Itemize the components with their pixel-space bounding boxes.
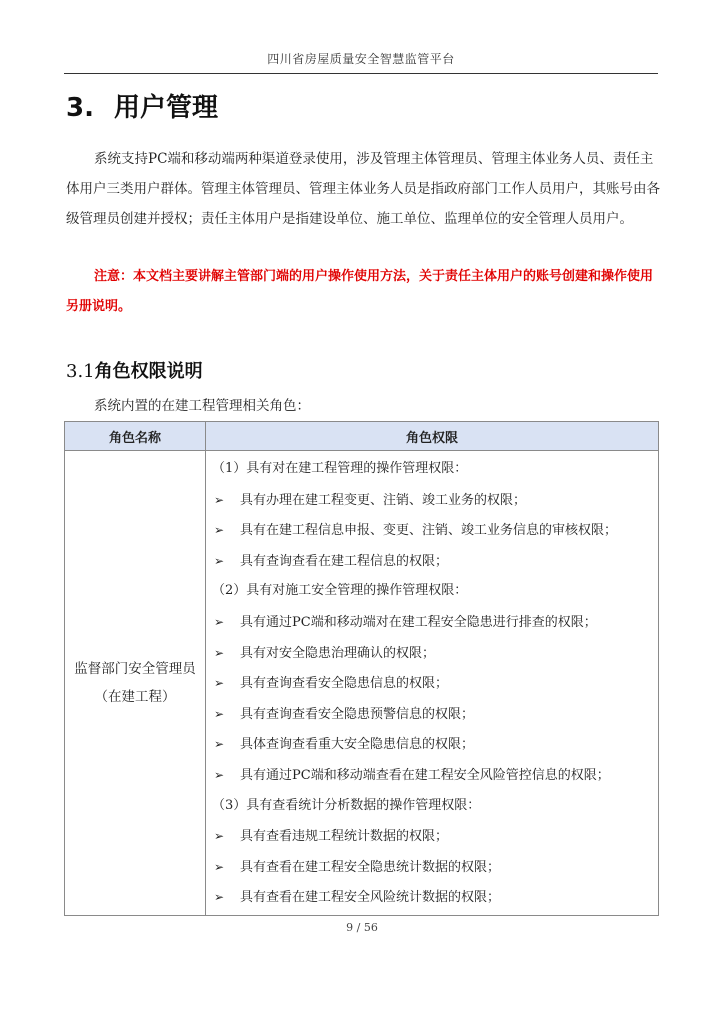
- table-header-row: [65, 422, 659, 451]
- permission-item: [206, 668, 658, 699]
- permission-text: 具体查询查看重大安全隐患信息的权限；: [240, 737, 475, 753]
- section-heading: [66, 87, 218, 124]
- permission-text: 具有办理在建工程变更、注销、竣工业务的权限；: [240, 492, 527, 508]
- permission-item: [206, 638, 658, 669]
- table-row: [65, 451, 659, 916]
- arrow-bullet-icon: ➢: [214, 737, 225, 752]
- section-title: 用户管理: [114, 93, 219, 123]
- column-header-role-permissions: 角色权限: [206, 422, 659, 451]
- page-number: 9 / 56: [346, 921, 378, 934]
- permission-item: [206, 760, 658, 791]
- role-permissions-table: [64, 421, 659, 916]
- permission-list: [206, 451, 658, 915]
- permission-text: 具有在建工程信息申报、变更、注销、竣工业务信息的审核权限；: [240, 523, 618, 539]
- role-name-line2: （在建工程）: [94, 688, 176, 705]
- header-divider: [64, 73, 658, 74]
- arrow-bullet-icon: ➢: [214, 492, 225, 507]
- role-name-cell: [65, 451, 206, 916]
- arrow-bullet-icon: ➢: [214, 829, 225, 844]
- permission-text: 具有对安全隐患治理确认的权限；: [240, 645, 436, 661]
- permission-item: [206, 852, 658, 883]
- arrow-bullet-icon: ➢: [214, 553, 225, 568]
- permission-item: [206, 485, 658, 516]
- permission-text: 具有查看在建工程安全风险统计数据的权限；: [240, 890, 501, 906]
- permission-item: [206, 821, 658, 852]
- permission-group-heading: [206, 791, 658, 822]
- running-header: 四川省房屋质量安全智慧监管平台: [267, 52, 455, 66]
- permission-text: 具有查询查看在建工程信息的权限；: [240, 553, 449, 569]
- subsection-title: 角色权限说明: [94, 361, 203, 382]
- table-intro: 系统内置的在建工程管理相关角色：: [94, 398, 310, 414]
- subsection-number: 3.1: [66, 361, 95, 382]
- arrow-bullet-icon: ➢: [214, 706, 225, 721]
- permission-text: 具有查询查看安全隐患预警信息的权限；: [240, 706, 475, 722]
- role-name-line1: 监督部门安全管理员: [74, 660, 196, 677]
- arrow-bullet-icon: ➢: [214, 767, 225, 782]
- section-number: 3.: [66, 93, 94, 123]
- note-paragraph: 注意：本文档主要讲解主管部门端的用户操作使用方法，关于责任主体用户的账号创建和操作使用另册说明。: [66, 269, 654, 314]
- subsection-heading: [66, 357, 203, 383]
- permission-text: 具有通过PC端和移动端查看在建工程安全风险管控信息的权限；: [240, 767, 610, 783]
- arrow-bullet-icon: ➢: [214, 859, 225, 874]
- permission-text: （1）具有对在建工程管理的操作管理权限：: [212, 461, 468, 476]
- arrow-bullet-icon: ➢: [214, 676, 225, 691]
- arrow-bullet-icon: ➢: [214, 523, 225, 538]
- permission-text: （3）具有查看统计分析数据的操作管理权限：: [212, 797, 481, 813]
- permission-text: （2）具有对施工安全管理的操作管理权限：: [212, 583, 468, 599]
- permission-item: [206, 607, 658, 638]
- permission-text: 具有查询查看安全隐患信息的权限；: [240, 676, 449, 692]
- permission-item: [206, 546, 658, 577]
- role-permissions-cell: [206, 451, 659, 916]
- permission-group-heading: [206, 454, 658, 485]
- permission-item: [206, 699, 658, 730]
- permission-text: 具有通过PC端和移动端对在建工程安全隐患进行排查的权限；: [240, 614, 597, 630]
- permission-text: 具有查看在建工程安全隐患统计数据的权限；: [240, 859, 501, 875]
- body-paragraph: 系统支持PC端和移动端两种渠道登录使用，涉及管理主体管理员、管理主体业务人员、责任主体用户三类用户群体。管理主体管理员、管理主体业务人员是指政府部门工作人员用户，其账号由各级管理员创建并授权；责任主体用户是指建设单位、施工单位、监理单位的安全管理人员用户。: [66, 151, 660, 227]
- arrow-bullet-icon: ➢: [214, 890, 225, 905]
- permission-item: [206, 515, 658, 546]
- permission-text: 具有查看违规工程统计数据的权限；: [240, 829, 449, 845]
- arrow-bullet-icon: ➢: [214, 645, 225, 660]
- permission-item: [206, 729, 658, 760]
- column-header-role-name: 角色名称: [65, 422, 206, 451]
- arrow-bullet-icon: ➢: [214, 614, 225, 629]
- permission-item: [206, 882, 658, 913]
- permission-group-heading: [206, 576, 658, 607]
